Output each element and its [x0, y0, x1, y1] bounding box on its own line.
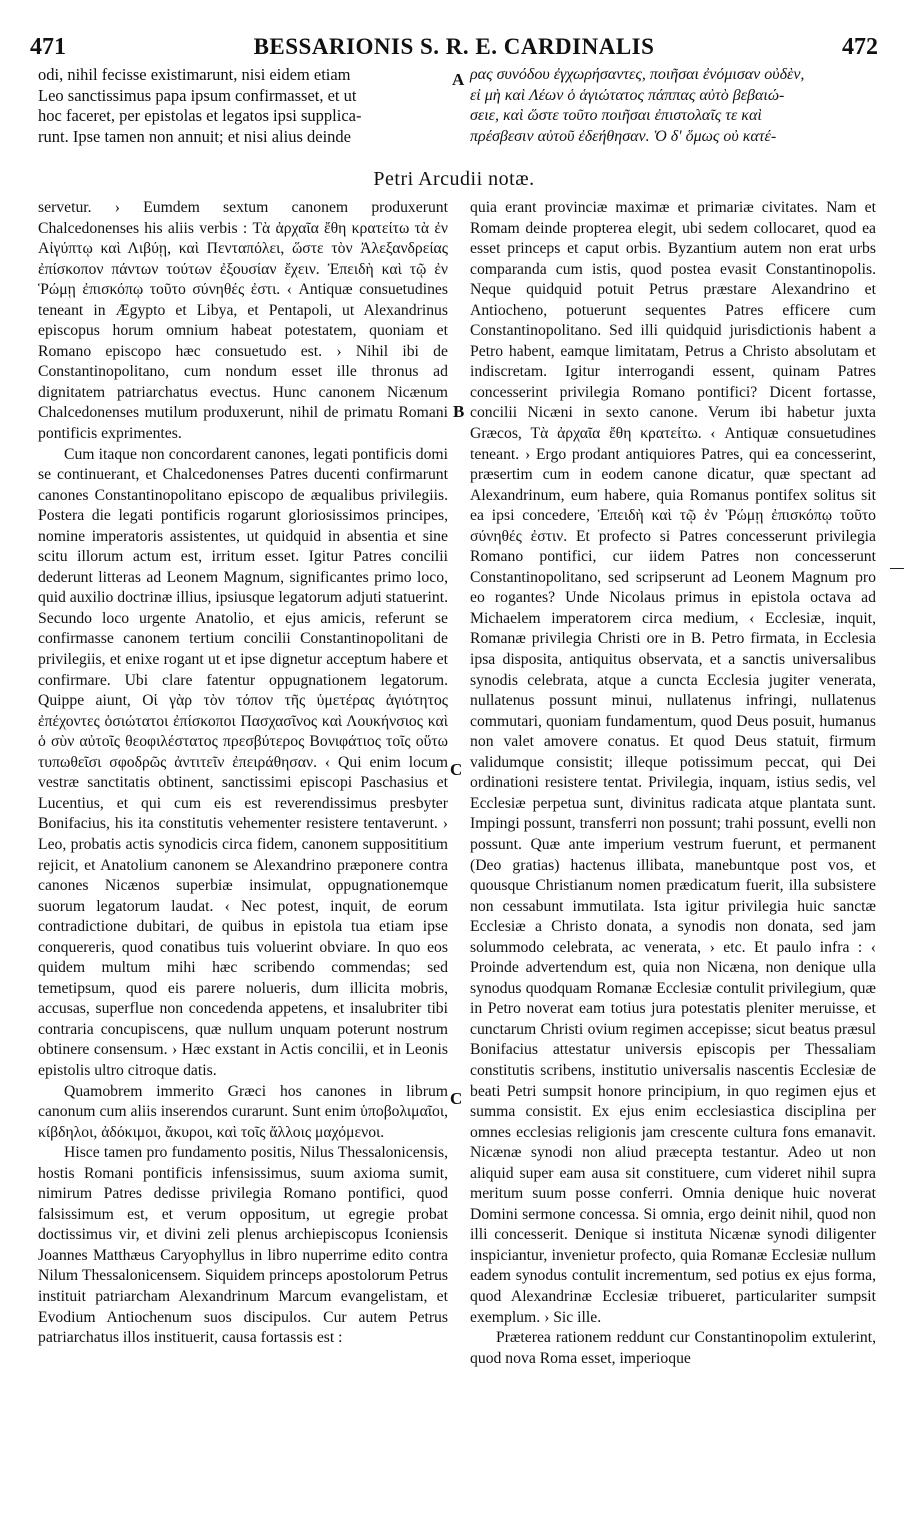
- paragraph: Præterea rationem reddunt cur Constantinopolim extulerint, quod nova Roma esset, imperioque: [470, 1329, 876, 1367]
- margin-rule: [890, 568, 904, 569]
- latin-line: odi, nihil fecisse existimarunt, nisi eidem etiam: [38, 65, 351, 84]
- greek-line: ρας συνόδου ἐγχωρήσαντες, ποιῆσαι ἐνόμισαν οὐδὲν,: [470, 66, 805, 83]
- notes-heading: Petri Arcudii notæ.: [373, 168, 535, 190]
- notes-right-column: [470, 198, 876, 1369]
- margin-marker-c: C: [450, 1089, 463, 1108]
- latin-line: runt. Ipse tamen non annuit; et nisi alius deinde: [38, 126, 351, 146]
- paragraph: Quamobrem immerito Græci hos canones in librum canonum cum aliis inserendos curarunt. Sunt enim ὑποβολιμαῖοι, κίβδηλοι, ἀδόκιμοι, ἄκυροι, καὶ τοῖς ἄλλοις μαχόμενοι.: [38, 1082, 448, 1141]
- margin-marker-c: C: [450, 760, 463, 779]
- notes-left-column: [38, 198, 448, 1349]
- left-page-number: 471: [30, 34, 66, 60]
- paragraph: Cum itaque non concordarent canones, legati pontificis domi se continuerant, et Chalcedonenses Patres ducenti confirmarunt canones Constantinopolitano episcopo de æqualibus privilegiis. Postera die legati pontificis rogarunt gloriosissimos principes, nomine imperatoris assistentes, ut quidquid in absentia et sine scitu illorum actum est, irritum esset. Igitur Patres concilii dederunt litteras ad Leonem Magnum, significantes primo loco, quid auxilio doctrinæ illius, ipsiusque legatorum adjuti statuerint. Secundo loco urgente Anatolio, et ejus amicis, referunt se confirmasse canonem tertium concilii Constantinopolitani de privilegiis, et enixe rogant ut et ipse dignetur acceptum habere et confirmare. Ubi clare fatentur oppugnationem legatorum. Quippe aiunt, Οἱ γὰρ τὸν τόπον τῆς ὑμετέρας ἁγιότητος ἐπέχοντες ὁσιώτατοι ἐπίσκοποι Πασχασῖνος καὶ Λουκήνσιος καὶ ὁ σὺν αὐτοῖς θεοφιλέστατος πρεσβύτερος Βονιφάτιος τοῖς οὕτω τυπωθεῖσι σφοδρῶς ἀντιτεῖν ἐπειράθησαν. ‹ Qui enim locum vestræ sanctitatis obtinent, sanctissimi episcopi Paschasius et Lucentius, et qui cum eis est reverendissimus presbyter Bonifacius, his ita constitutis vehementer resistere tentaverunt. › Leo, probatis actis synodicis circa fidem, canonem supposititium rejicit, et Anatolium canonem se Alexandrino præponere contra canones Nicænos superbiæ insimulat, oppugnationemque suorum legatorum laudat. ‹ Nec potest, inquit, de eorum contradictione dubitari, de quibus in epistola tua etiam ipse conquereris, quod conatibus tuis voluerint obviare. In quo eos quidem multum mihi hæc scribendo commendas; sed temetipsum, quod eis parere nolueris, dum illicita mobris, accusas, superflue non concedenda appetens, et insalubriter tibi contraria concupiscens, quæ nullum unquam poterunt nostrum obtinere consensum. › Hæc exstant in Actis concilii, et in Leonis epistolis ultro citroque datis.: [38, 445, 449, 1079]
- running-title: BESSARIONIS S. R. E. CARDINALIS: [253, 34, 655, 59]
- greek-text-block: [470, 65, 874, 147]
- paragraph: Hisce tamen pro fundamento positis, Nilus Thessalonicensis, hostis Romani pontificis infensissimus, suum axioma sumit, nimirum Patres dedisse privilegia Romano pontifici, quod falsissimum est, et verum oppositum, ut egregie probat doctissimus vir, et divini zeli plenus archiepiscopus Iconiensis Joannes Matthæus Caryophyllus in libro nuperrime edito contra Nilum Thessalonicensem. Siquidem princeps apostolorum Petrus instituit patriarcham Alexandrinum Marcum evangelistam, et Evodium Antiochenum suos discipulos. Cur autem Petrus patriarchatus illos instituerit, causa fortassis est :: [38, 1144, 448, 1347]
- paragraph: quia erant provinciæ maximæ et primariæ civitates. Nam et Romam deinde propterea elegit, ubi sedem collocaret, quod ea esset princeps et caput orbis. Byzantium autem non erat urbs comparanda cum istis, quod postea evasit Constantinopolis. Neque quidquid potuit Petrus præstare Alexandrino et Antiocheno, potuerunt sequentes Patres efficere cum Constantinopolitano. Sed illi quidquid jurisdictionis habent a Petro habent, eamque limitatam, Petrus a Christo absolutam et indiscretam. Igitur interrogandi essent, quinam Patres concesserint privilegia Romano pontifici? Dicent fortasse, concilii Nicæni in sexto canone. Verum ibi habetur juxta Græcos, Τὰ ἀρχαῖα ἔθη κρατείτω. ‹ Antiquæ consuetudines teneant. › Ergo prodant antiquiores Patres, qui ea concesserint, præsertim cum in eodem canone dicatur, quæ spectant ad Alexandrinum, eum habere, quia Romanus pontifex solitus sit ea ipsi concedere, Ἐπειδὴ καὶ τῷ ἐν Ῥώμῃ ἐπισκόπῳ τοῦτο σύνηθές ἐστιν. Et profecto si Patres concesserunt privilegia Romano pontifici, cur iidem Patres non concesserunt Constantinopolitano, sed scripserunt ad Leonem Magnum pro eo rogantes? Unde Nicolaus primus in epistola octava ad Michaelem imperatorem circa medium, ‹ Ecclesiæ, inquit, Romanæ privilegia Christi ore in B. Petro firmata, in Ecclesia ipsa disposita, antiquitus observata, et a sanctis universalibus synodis celebrata, atque a cuncta Ecclesia jugiter venerata, nullatenus possunt minui, nullatenus infringi, nullatenus commutari, quoniam fundamentum, quod Deus posuit, humanus non valet amovere conatus. Et quod Deus statuit, firmum validumque consistit; illeque potissimum peccat, qui Dei ordinationi resistere tentat. Privilegia, inquam, istius sedis, vel Ecclesiæ perpetua sunt, divinitus radicata atque plantata sunt. Impingi possunt, transferri non possunt; trahi possunt, evelli non possunt. Quæ ante imperium vestrum fuerunt, et permanent (Deo gratias) hactenus illibata, manebuntque post vos, et quousque Christianum nomen prædicatum fuerit, illa subsistere non cessabunt immutilata. Ista igitur privilegia huic sanctæ Ecclesiæ a Christo donata, a synodis non donata, sed jam solummodo celebrata, ac venerata, › etc. Et paulo infra : ‹ Proinde advertendum est, quia non Nicæna, non denique ulla synodus quodquam Romanæ Ecclesiæ contulit privilegium, quæ in Petro noverat eam totius jura potestatis pleniter meruisse, et cunctarum Christi ovium regimen accepisse; sicut beatus præsul Bonifacius attestatur universis episcopis per Thessaliam constitutis scribens, institutio universalis nascentis Ecclesiæ de beati Petri sumpsit honore principium, in quo regimen ejus et summa consistit. Ex ejus enim ecclesiastica disciplina per omnes ecclesias religionis jam crescente cultura fons emanavit. Nicænæ synodi non aliud præcepta testantur. Adeo ut non aliquid super eam ausa sit constituere, cum videret nihil supra meritum suum posse conferri. Omnia denique huic noverat Domini sermone concessa. Si omnia, ergo deinit nihil, quod non illi concesserit. Denique si instituta Nicænæ synodi diligenter inspiciantur, invenietur profecto, quia Romanæ Ecclesiæ nullum eadem synodus contulit incrementum, sed potius ex ejus forma, quod Alexandrinæ Ecclesiæ tribueret, particulariter sumpsit exemplum. › Sic ille.: [470, 199, 876, 1326]
- right-page-number: 472: [842, 34, 878, 60]
- latin-text-block: [38, 65, 444, 147]
- latin-line: Leo sanctissimus papa ipsum confirmasset, et ut: [38, 85, 357, 105]
- running-header: [30, 34, 878, 62]
- margin-marker-a: A: [452, 70, 465, 89]
- greek-line: πρέσβεσιν αὐτοῦ ἐδεήθησαν. Ὁ δ' ὅμως οὐ κατέ-: [470, 127, 777, 145]
- greek-line: εἰ μὴ καὶ Λέων ὁ ἁγιώτατος πάππας αὐτὸ βεβαιώ-: [470, 86, 785, 104]
- margin-marker-b: B: [453, 402, 465, 421]
- paragraph: servetur. › Eumdem sextum canonem produxerunt Chalcedonenses his aliis verbis : Τὰ ἀρχαῖα ἔθη κρατείτω τὰ ἐν Αἰγύπτῳ καὶ Λιβύῃ, καὶ Πενταπόλει, ὥστε τὸν Ἀλεξανδρείας ἐπίσκοπον πάντων τούτων ἐξουσίαν ἔχειν. Ἐπειδὴ καὶ τῷ ἐν Ῥώμῃ ἐπισκόπῳ τοῦτο σύνηθές ἐστι. ‹ Antiquæ consuetudines teneant in Ægypto et Libya, et Pentapoli, ut Alexandrinus episcopus horum omnium habeat potestatem, quoniam et Romano episcopo hæc consuetudo est. › Nihil ibi de Constantinopolitano, cum nondum esset ille thronus ad dignitatem patriarchatus evectus. Hunc canonem Nicænum Chalcedonenses mutilum produxerunt, nihil de primatu Romani pontificis exprimentes.: [38, 199, 448, 443]
- greek-line: σειε, καὶ ὥστε τοῦτο ποιῆσαι ἐπιστολαῖς τε καὶ: [470, 107, 762, 125]
- latin-line: hoc faceret, per epistolas et legatos ipsi supplica-: [38, 106, 362, 126]
